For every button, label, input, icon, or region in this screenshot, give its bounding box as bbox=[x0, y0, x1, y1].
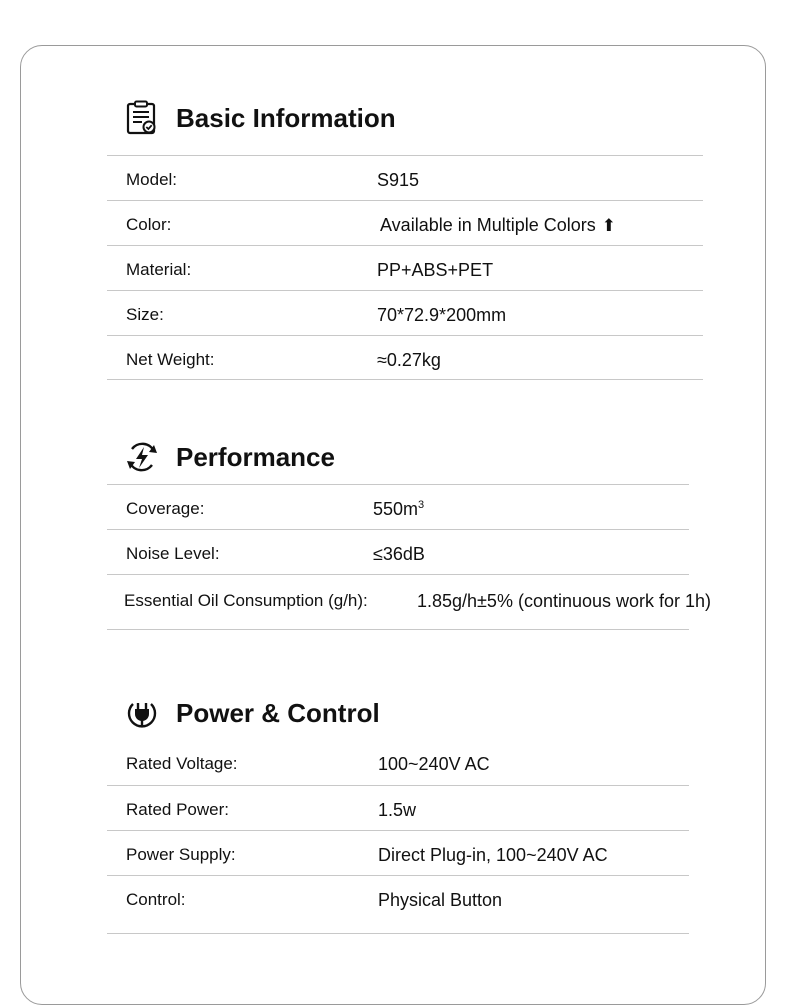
row-label-material: Material: bbox=[126, 260, 192, 279]
row-label-noise-level: Noise Level: bbox=[126, 544, 220, 563]
row-value-size: 70*72.9*200mm bbox=[377, 305, 507, 325]
table-row bbox=[107, 875, 689, 934]
row-value-oil-consumption: 1.85g/h±5% (continuous work for 1h) bbox=[417, 591, 712, 611]
arrow-up-icon: ⬆ bbox=[601, 216, 617, 235]
row-label-size: Size: bbox=[126, 305, 164, 324]
row-label-rated-voltage: Rated Voltage: bbox=[126, 754, 238, 773]
section-title-basic: Basic Information bbox=[176, 102, 396, 133]
table-row bbox=[107, 830, 689, 875]
row-label-model: Model: bbox=[126, 170, 178, 189]
section-header-power bbox=[123, 693, 380, 733]
row-label-net-weight: Net Weight: bbox=[126, 350, 215, 369]
row-value-material: PP+ABS+PET bbox=[377, 260, 494, 280]
section-title-performance: Performance bbox=[176, 441, 335, 472]
section-header-performance bbox=[123, 437, 335, 477]
row-value-model: S915 bbox=[377, 170, 420, 190]
row-label-color: Color: bbox=[126, 215, 172, 234]
spec-table-performance bbox=[107, 484, 712, 630]
spec-table-power bbox=[107, 740, 689, 934]
section-title-power: Power & Control bbox=[176, 697, 380, 728]
table-row bbox=[107, 200, 703, 245]
clipboard-check-icon bbox=[123, 99, 161, 137]
row-value-color: Available in Multiple Colors bbox=[380, 215, 596, 235]
row-value-coverage-wrap bbox=[373, 485, 424, 529]
row-value-color-wrap bbox=[380, 201, 616, 245]
table-row bbox=[107, 574, 712, 630]
power-cycle-icon bbox=[123, 438, 161, 476]
table-row bbox=[107, 529, 689, 574]
row-value-noise-level: ≤36dB bbox=[373, 544, 425, 564]
row-label-power-supply: Power Supply: bbox=[126, 845, 236, 864]
table-row bbox=[107, 740, 689, 785]
spec-table-basic bbox=[107, 155, 703, 380]
table-row bbox=[107, 155, 703, 200]
row-label-control: Control: bbox=[126, 890, 186, 909]
superscript-3: 3 bbox=[418, 499, 425, 511]
table-row bbox=[107, 785, 689, 830]
row-label-oil-consumption: Essential Oil Consumption (g/h): bbox=[124, 591, 368, 610]
spec-card bbox=[20, 45, 766, 1005]
row-value-rated-voltage: 100~240V AC bbox=[378, 754, 490, 774]
row-value-power-supply: Direct Plug-in, 100~240V AC bbox=[378, 845, 608, 865]
row-value-net-weight: ≈0.27kg bbox=[377, 350, 441, 370]
row-value-control: Physical Button bbox=[378, 890, 503, 910]
table-row bbox=[107, 245, 703, 290]
section-header-basic bbox=[123, 98, 396, 138]
plug-icon bbox=[123, 694, 161, 732]
table-row bbox=[107, 290, 703, 335]
row-value-coverage: 550m bbox=[373, 499, 419, 519]
row-label-rated-power: Rated Power: bbox=[126, 800, 229, 819]
row-value-rated-power: 1.5w bbox=[378, 800, 417, 820]
row-label-coverage: Coverage: bbox=[126, 499, 205, 518]
table-row bbox=[107, 484, 689, 529]
table-row bbox=[107, 335, 703, 380]
